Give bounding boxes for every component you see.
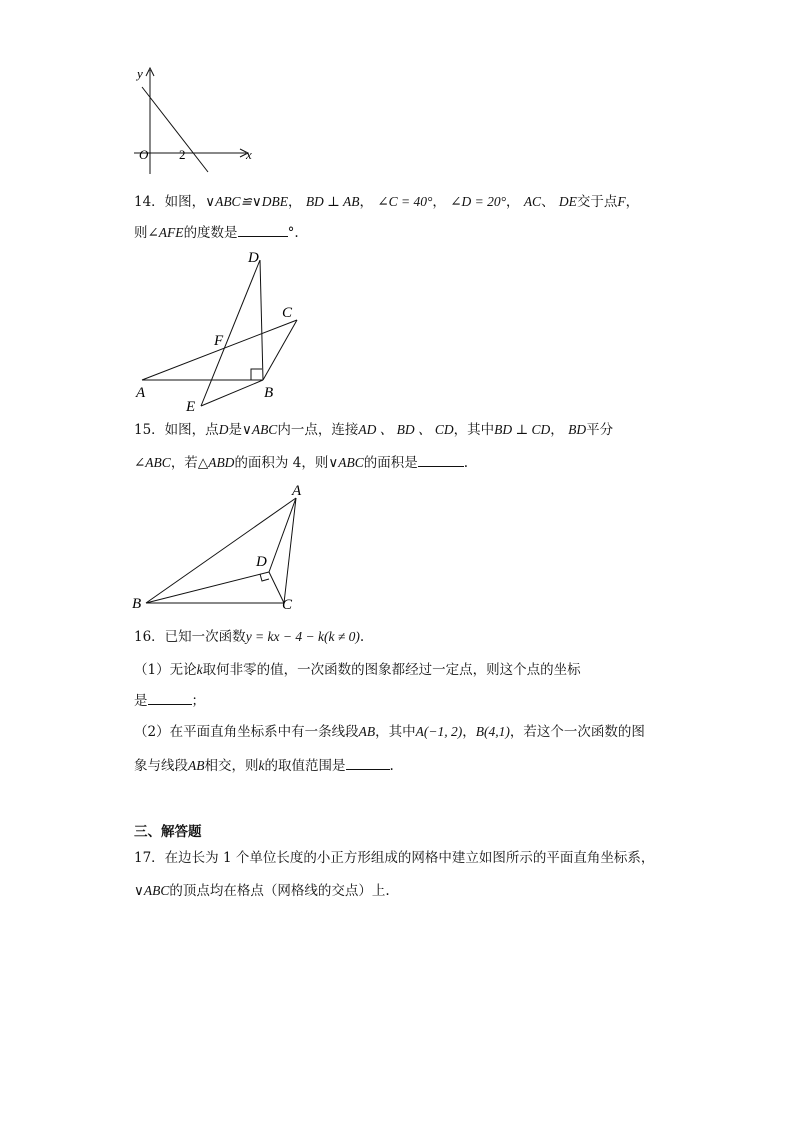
segment-BD [260, 260, 263, 380]
q15-line2: ∠ABC，若△ABD的面积为 4，则∨ABC的面积是 . [134, 452, 468, 473]
q16-p1-line2: 是 ； [134, 690, 205, 711]
origin-label: O [139, 147, 149, 162]
q17-line1: 17．在边长为 1 个单位长度的小正方形组成的网格中建立如图所示的平面直角坐标系， [134, 850, 655, 866]
label-D: D [248, 250, 259, 266]
label-E: E [186, 399, 196, 415]
q14-line1: 14．如图，∨ABC≌∨DBE， BD ⊥ AB， ∠C = 40°， ∠D = 20°， AC、 DE交于点F， [134, 194, 640, 210]
segment-DE [201, 260, 260, 406]
answer-blank[interactable] [418, 452, 464, 467]
segment-BA [146, 498, 296, 603]
q15-line1: 15．如图，点D是∨ABC内一点，连接AD 、 BD 、 CD，其中BD ⊥ CD， BD平分 [134, 422, 614, 438]
label-A: A [292, 483, 302, 499]
segment-CB [263, 320, 297, 380]
right-angle-mark [251, 369, 262, 380]
q16-line1: 16．已知一次函数y = kx − 4 − k(k ≠ 0). [134, 629, 365, 645]
answer-blank[interactable] [346, 755, 390, 770]
answer-blank[interactable] [238, 222, 288, 237]
section-title: 三、解答题 [134, 824, 202, 840]
label-C: C [282, 597, 293, 613]
function-line [142, 87, 208, 172]
x-axis-label: x [246, 147, 252, 162]
label-F: F [214, 333, 224, 349]
segment-BD [146, 572, 269, 603]
label-B: B [264, 385, 274, 401]
label-D: D [256, 554, 267, 570]
q13-coordinate-figure [128, 62, 268, 180]
q15-triangle-figure [128, 480, 318, 615]
tick-label-2: 2 [179, 147, 186, 162]
segment-AC [142, 320, 297, 380]
right-angle-mark [260, 574, 269, 581]
q16-p2-line1: （2）在平面直角坐标系中有一条线段AB，其中A(−1, 2)，B(4,1)，若这个一次函数的图 [134, 724, 645, 740]
q16-p1-line1: （1）无论k取何非零的值，一次函数的图象都经过一定点，则这个点的坐标 [134, 662, 581, 678]
q17-line2: ∨ABC的顶点均在格点（网格线的交点）上. [134, 883, 390, 899]
q14-triangle-figure [130, 245, 320, 415]
label-B: B [132, 596, 142, 612]
label-C: C [282, 305, 293, 321]
answer-blank[interactable] [148, 690, 192, 705]
q14-line2: 则∠AFE的度数是 °. [134, 222, 299, 243]
label-A: A [136, 385, 146, 401]
q16-p2-line2: 象与线段AB相交，则k的取值范围是 . [134, 755, 394, 776]
y-axis-label: y [137, 66, 143, 81]
